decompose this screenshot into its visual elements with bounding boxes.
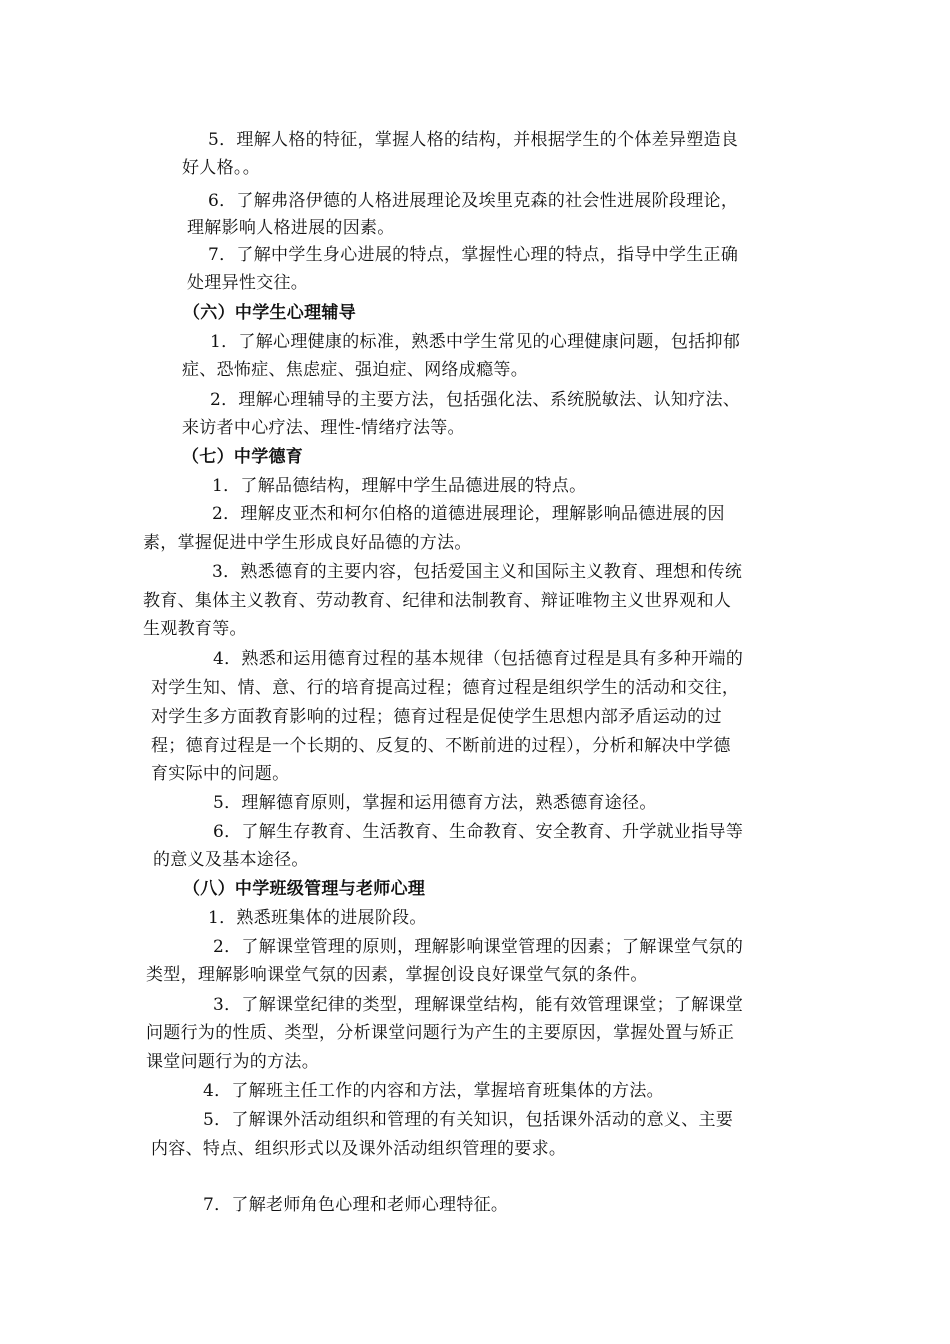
s7-item-2-line-2: 素，掌握促进中学生形成良好品德的方法。: [143, 533, 472, 553]
s6-item-1-line-1: 1．了解心理健康的标准，熟悉中学生常见的心理健康问题，包括抑郁: [210, 332, 741, 352]
s6-item-2-line-1: 2．理解心理辅导的主要方法，包括强化法、系统脱敏法、认知疗法、: [210, 390, 741, 410]
s8-item-4-line-1: 4．了解班主任工作的内容和方法，掌握培育班集体的方法。: [203, 1081, 664, 1101]
s7-item-2-line-1: 2．理解皮亚杰和柯尔伯格的道德进展理论，理解影响品德进展的因: [212, 504, 725, 524]
s8-item-3-line-2: 问题行为的性质、类型，分析课堂问题行为产生的主要原因，掌握处置与矫正: [146, 1023, 735, 1043]
s6-item-2-line-2: 来访者中心疗法、理性-情绪疗法等。: [182, 418, 465, 438]
s8-item-1-line-1: 1．熟悉班集体的进展阶段。: [208, 908, 427, 928]
s7-item-6-line-1: 6．了解生存教育、生活教育、生命教育、安全教育、升学就业指导等: [213, 822, 744, 842]
s7-item-5-line-1: 5．理解德育原则，掌握和运用德育方法，熟悉德育途径。: [213, 793, 657, 813]
s7-item-3-line-3: 生观教育等。: [143, 619, 247, 639]
s7-item-1-line-1: 1．了解品德结构，理解中学生品德进展的特点。: [212, 476, 587, 496]
s8-item-7-line-1: 7．了解老师角色心理和老师心理特征。: [203, 1195, 509, 1215]
section-8-heading: （八）中学班级管理与老师心理: [183, 879, 426, 899]
s7-item-4-line-5: 育实际中的问题。: [151, 764, 290, 784]
s6-item-1-line-2: 症、恐怖症、焦虑症、强迫症、网络成瘾等。: [182, 360, 528, 380]
s7-item-4-line-1: 4．熟悉和运用德育过程的基本规律（包括德育过程是具有多种开端的: [213, 649, 744, 669]
item-6-line-2: 理解影响人格进展的因素。: [187, 218, 395, 238]
s8-item-3-line-1: 3．了解课堂纪律的类型，理解课堂结构，能有效管理课堂；了解课堂: [213, 995, 744, 1015]
s8-item-2-line-1: 2．了解课堂管理的原则，理解影响课堂管理的因素；了解课堂气氛的: [213, 937, 744, 957]
section-7-heading: （七）中学德育: [182, 447, 304, 467]
item-6-line-1: 6．了解弗洛伊德的人格进展理论及埃里克森的社会性进展阶段理论，: [208, 191, 739, 211]
item-5-line-1: 5．理解人格的特征，掌握人格的结构，并根据学生的个体差异塑造良: [208, 130, 739, 150]
s8-item-5-line-1: 5．了解课外活动组织和管理的有关知识，包括课外活动的意义、主要: [203, 1110, 734, 1130]
s7-item-4-line-2: 对学生知、情、意、行的培育提高过程；德育过程是组织学生的活动和交往，: [151, 678, 740, 698]
section-6-heading: （六）中学生心理辅导: [183, 303, 356, 323]
s7-item-4-line-4: 程；德育过程是一个长期的、反复的、不断前进的过程），分析和解决中学德: [151, 736, 731, 756]
s8-item-2-line-2: 类型，理解影响课堂气氛的因素，掌握创设良好课堂气氛的条件。: [146, 965, 648, 985]
s7-item-3-line-1: 3．熟悉德育的主要内容，包括爱国主义和国际主义教育、理想和传统: [212, 562, 743, 582]
s7-item-6-line-2: 的意义及基本途径。: [153, 850, 309, 870]
item-5-line-2: 好人格。。: [182, 158, 260, 178]
s7-item-4-line-3: 对学生多方面教育影响的过程；德育过程是促使学生思想内部矛盾运动的过: [151, 707, 722, 727]
s7-item-3-line-2: 教育、集体主义教育、劳动教育、纪律和法制教育、辩证唯物主义世界观和人: [143, 591, 732, 611]
item-7-line-2: 处理异性交往。: [187, 273, 309, 293]
s8-item-3-line-3: 课堂问题行为的方法。: [146, 1052, 319, 1072]
item-7-line-1: 7．了解中学生身心进展的特点，掌握性心理的特点，指导中学生正确: [208, 245, 739, 265]
s8-item-5-line-2: 内容、特点、组织形式以及课外活动组织管理的要求。: [151, 1139, 567, 1159]
